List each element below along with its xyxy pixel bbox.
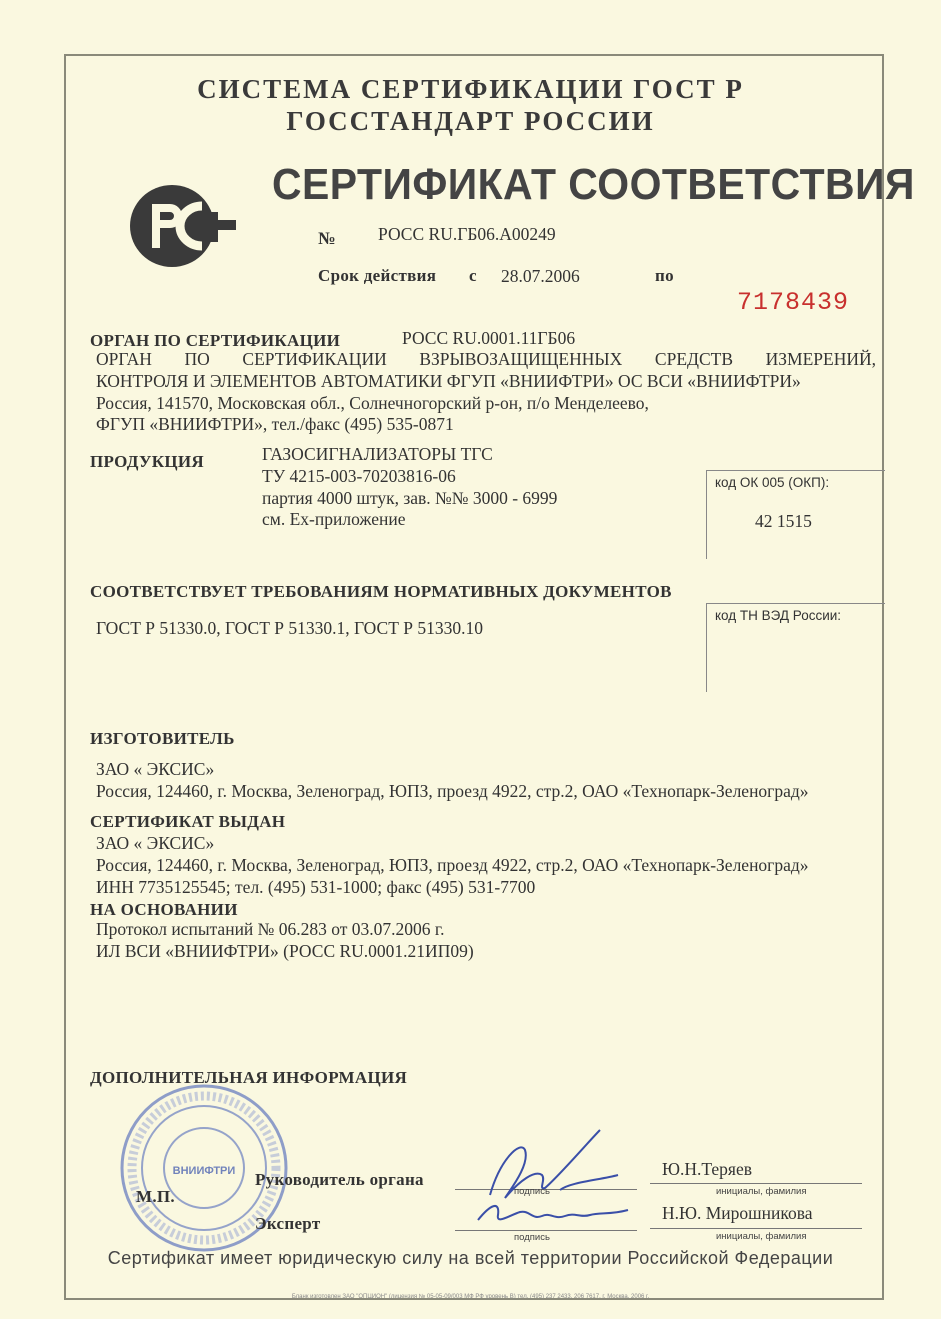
head-sign-caption: подпись bbox=[514, 1186, 550, 1197]
okp-code-box bbox=[706, 470, 885, 559]
basis-protocol: Протокол испытаний № 06.283 от 03.07.2006 г. bbox=[96, 919, 445, 939]
organ-line-2: КОНТРОЛЯ И ЭЛЕМЕНТОВ АВТОМАТИКИ ФГУП «ВНИИФТРИ» ОС ВСИ «ВНИИФТРИ» bbox=[96, 371, 801, 391]
expert-label: Эксперт bbox=[255, 1214, 321, 1233]
validity-from-date: 28.07.2006 bbox=[501, 266, 580, 286]
manufacturer-name: ЗАО « ЭКСИС» bbox=[96, 759, 215, 779]
okp-value: 42 1515 bbox=[755, 511, 812, 531]
signature-icon bbox=[450, 1120, 650, 1240]
validity-to-label: по bbox=[655, 266, 674, 285]
organ-contacts: ФГУП «ВНИИФТРИ», тел./факс (495) 535-0871 bbox=[96, 414, 454, 434]
issued-to-address: Россия, 124460, г. Москва, Зеленоград, ЮПЗ, проезд 4922, стр.2, ОАО «Технопарк-Зеленоград» bbox=[96, 855, 809, 875]
manufacturer-label: ИЗГОТОВИТЕЛЬ bbox=[90, 729, 235, 748]
validity-from-label: с bbox=[469, 266, 477, 285]
okp-label: код ОК 005 (ОКП): bbox=[715, 475, 830, 490]
printer-info: Бланк изготовлен ЗАО "ОПЦИОН" (лицензия № 05-05-09/003 МФ РФ уровень В) тел. (495) 237 2433, 206 7617, г. Москва, 2006 г. bbox=[291, 1294, 650, 1300]
head-label: Руководитель органа bbox=[255, 1170, 424, 1189]
issued-to-contacts: ИНН 7735125545; тел. (495) 531-1000; факс (495) 531-7700 bbox=[96, 877, 536, 897]
footer-legal-text: Сертификат имеет юридическую силу на всей территории Российской Федерации bbox=[107, 1248, 834, 1268]
head-name-caption: инициалы, фамилия bbox=[716, 1186, 807, 1197]
seal-center-text: ВНИИФТРИ bbox=[172, 1165, 236, 1177]
product-label: ПРОДУКЦИЯ bbox=[90, 452, 205, 471]
organ-label: ОРГАН ПО СЕРТИФИКАЦИИ bbox=[90, 331, 341, 350]
expert-sign-caption: подпись bbox=[514, 1232, 550, 1243]
expert-name-caption: инициалы, фамилия bbox=[716, 1231, 807, 1242]
tnved-label: код ТН ВЭД России: bbox=[715, 608, 842, 623]
issued-to-name: ЗАО « ЭКСИС» bbox=[96, 833, 215, 853]
header-system-line: СИСТЕМА СЕРТИФИКАЦИИ ГОСТ Р bbox=[197, 74, 744, 104]
product-name: ГАЗОСИГНАЛИЗАТОРЫ ТГС bbox=[262, 444, 493, 464]
basis-lab: ИЛ ВСИ «ВНИИФТРИ» (РОСС RU.0001.21ИП09) bbox=[96, 941, 474, 961]
tnved-code-box bbox=[706, 603, 885, 692]
organ-line-1: ОРГАН ПО СЕРТИФИКАЦИИ ВЗРЫВОЗАЩИЩЕННЫХ СРЕДСТВ ИЗМЕРЕНИЙ, bbox=[96, 349, 876, 369]
head-name-line bbox=[650, 1183, 862, 1184]
organ-address: Россия, 141570, Московская обл., Солнечногорский р-он, п/о Менделеево, bbox=[96, 393, 649, 413]
manufacturer-address: Россия, 124460, г. Москва, Зеленоград, ЮПЗ, проезд 4922, стр.2, ОАО «Технопарк-Зеленоград» bbox=[96, 781, 809, 801]
issued-to-label: СЕРТИФИКАТ ВЫДАН bbox=[90, 812, 286, 831]
conformity-standards: ГОСТ Р 51330.0, ГОСТ Р 51330.1, ГОСТ Р 51330.10 bbox=[96, 618, 484, 638]
product-spec: ТУ 4215-003-70203816-06 bbox=[262, 466, 456, 486]
certificate-title: СЕРТИФИКАТ СООТВЕТСТВИЯ bbox=[272, 160, 915, 209]
conformity-label: СООТВЕТСТВУЕТ ТРЕБОВАНИЯМ НОРМАТИВНЫХ ДОКУМЕНТОВ bbox=[90, 582, 672, 601]
serial-number: 7178439 bbox=[737, 288, 850, 317]
number-label: № bbox=[318, 228, 336, 248]
rst-logo-icon bbox=[130, 184, 240, 268]
certificate-number: РОСС RU.ГБ06.А00249 bbox=[378, 224, 556, 244]
organ-code: РОСС RU.0001.11ГБ06 bbox=[402, 328, 576, 348]
expert-name: Н.Ю. Мирошникова bbox=[662, 1203, 813, 1223]
mp-label: М.П. bbox=[136, 1187, 175, 1206]
basis-label: НА ОСНОВАНИИ bbox=[90, 900, 238, 919]
head-name: Ю.Н.Теряев bbox=[662, 1159, 752, 1179]
expert-name-line bbox=[650, 1228, 862, 1229]
validity-label: Срок действия bbox=[318, 266, 437, 285]
additional-info-label: ДОПОЛНИТЕЛЬНАЯ ИНФОРМАЦИЯ bbox=[90, 1068, 408, 1087]
header-gosstandart-line: ГОССТАНДАРТ РОССИИ bbox=[286, 106, 655, 136]
product-batch: партия 4000 штук, зав. №№ 3000 - 6999 bbox=[262, 488, 558, 508]
product-see-appendix: см. Ех-приложение bbox=[262, 509, 406, 529]
